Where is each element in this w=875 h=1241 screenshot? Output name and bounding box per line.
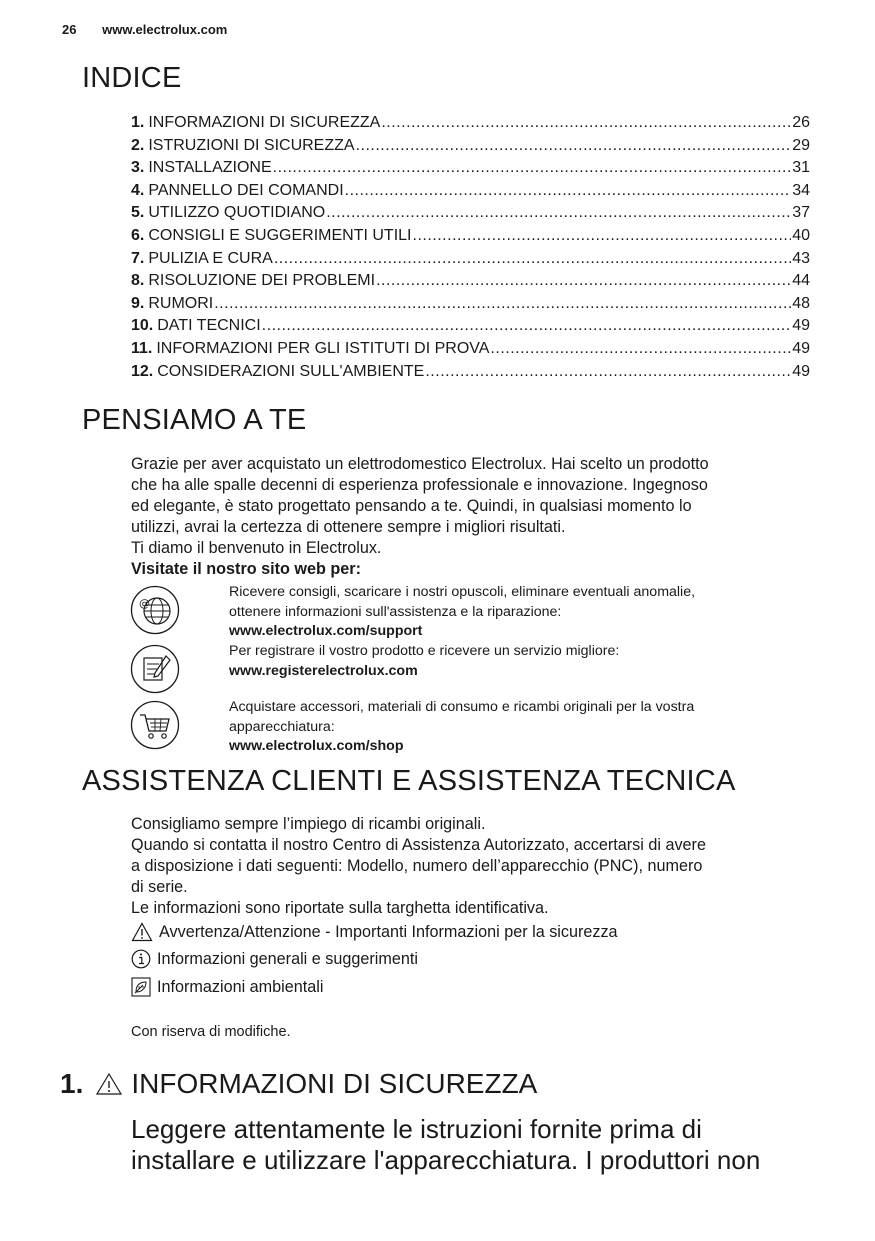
toc-leader-dots	[376, 270, 791, 293]
header-url[interactable]: www.electrolux.com	[102, 22, 228, 37]
welcome-text	[131, 454, 821, 580]
cart-icon	[130, 700, 180, 750]
intro-line: installare e utilizzare l'apparecchiatura. I produttori non	[131, 1145, 761, 1175]
toc-leader-dots	[274, 248, 791, 271]
toc-label: CONSIDERAZIONI SULL'AMBIENTE	[157, 362, 425, 380]
toc-page-number: 29	[792, 136, 810, 154]
web-text-shop	[229, 698, 819, 757]
toc-page-number: 49	[792, 362, 810, 380]
toc-number: 1.	[131, 114, 145, 131]
warning-icon	[131, 922, 153, 942]
legend-label: Informazioni ambientali	[157, 977, 324, 996]
section-title: INFORMAZIONI DI SICUREZZA	[131, 1068, 538, 1099]
toc-page-number: 44	[792, 272, 810, 290]
legend-environment	[131, 977, 323, 997]
welcome-line: Grazie per aver acquistato un elettrodomestico Electrolux. Hai scelto un prodotto	[131, 455, 709, 473]
toc-entry[interactable]	[131, 293, 810, 316]
toc-label: INFORMAZIONI DI SICUREZZA	[148, 114, 381, 131]
toc-page-number: 31	[792, 159, 810, 177]
toc-label: UTILIZZO QUOTIDIANO	[148, 204, 326, 222]
toc-label: RISOLUZIONE DEI PROBLEMI	[148, 272, 376, 290]
toc-label: INFORMAZIONI PER GLI ISTITUTI DI PROVA	[156, 339, 490, 357]
toc-leader-dots	[262, 315, 792, 338]
toc-leader-dots	[326, 202, 791, 225]
register-link[interactable]: www.registerelectrolux.com	[229, 662, 418, 679]
toc-page-number: 49	[792, 339, 810, 357]
section-1-intro	[131, 1114, 831, 1176]
toc-number: 12.	[131, 362, 154, 380]
welcome-title: PENSIAMO A TE	[82, 404, 307, 436]
toc-leader-dots	[214, 293, 791, 316]
section-number: 1.	[60, 1068, 84, 1099]
warning-icon	[95, 1072, 123, 1096]
toc-leader-dots	[345, 180, 792, 203]
toc-page-number: 43	[792, 249, 810, 267]
toc-entry[interactable]	[131, 248, 810, 271]
toc-number: 3.	[131, 159, 145, 177]
toc-entry[interactable]	[131, 157, 810, 180]
toc-label: INSTALLAZIONE	[148, 159, 272, 177]
service-line: Quando si contatta il nostro Centro di Assistenza Autorizzato, accertarsi di avere	[131, 836, 706, 854]
toc-entry[interactable]	[131, 338, 810, 361]
register-icon	[130, 644, 180, 694]
toc-entry[interactable]	[131, 270, 810, 293]
toc-number: 10.	[131, 317, 154, 335]
web-description: apparecchiatura:	[229, 718, 335, 735]
info-icon	[131, 949, 151, 969]
toc-number: 9.	[131, 294, 145, 312]
toc-label: PULIZIA E CURA	[148, 249, 273, 267]
table-of-contents	[131, 112, 810, 383]
toc-number: 2.	[131, 136, 145, 154]
toc-page-number: 48	[792, 294, 810, 312]
web-description: Acquistare accessori, materiali di consumo e ricambi originali per la vostra	[229, 699, 695, 715]
web-text-register	[229, 642, 819, 681]
intro-line: Leggere attentamente le istruzioni fornite prima di	[131, 1114, 702, 1144]
toc-label: RUMORI	[148, 294, 214, 312]
web-description: Ricevere consigli, scaricare i nostri opuscoli, eliminare eventuali anomalie,	[229, 584, 696, 600]
toc-number: 4.	[131, 181, 145, 199]
service-line: Le informazioni sono riportate sulla targhetta identificativa.	[131, 899, 549, 917]
legend-label: Informazioni generali e suggerimenti	[157, 949, 418, 968]
web-description: ottenere informazioni sull'assistenza e la riparazione:	[229, 603, 562, 620]
visit-label: Visitate il nostro sito web per:	[131, 560, 361, 578]
toc-page-number: 26	[792, 114, 810, 131]
toc-leader-dots	[413, 225, 792, 248]
changes-note: Con riserva di modifiche.	[131, 1024, 291, 1040]
toc-label: DATI TECNICI	[157, 317, 261, 335]
legend-info	[131, 949, 418, 969]
toc-number: 5.	[131, 204, 145, 222]
toc-label: PANNELLO DEI COMANDI	[148, 181, 344, 199]
toc-entry[interactable]	[131, 361, 810, 384]
toc-page-number: 49	[792, 317, 810, 335]
page-number: 26	[62, 22, 77, 37]
support-link[interactable]: www.electrolux.com/support	[229, 623, 423, 639]
toc-number: 11.	[131, 339, 153, 357]
toc-number: 8.	[131, 272, 145, 290]
toc-entry[interactable]	[131, 202, 810, 225]
toc-entry[interactable]	[131, 315, 810, 338]
toc-number: 6.	[131, 226, 145, 244]
toc-title: INDICE	[82, 62, 182, 94]
toc-leader-dots	[425, 361, 791, 384]
toc-entry[interactable]	[131, 135, 810, 158]
legend-label: Avvertenza/Attenzione - Importanti Informazioni per la sicurezza	[159, 922, 618, 941]
web-text-support	[229, 583, 819, 642]
toc-entry[interactable]	[131, 112, 810, 135]
page-header	[62, 22, 227, 37]
toc-leader-dots	[273, 157, 792, 180]
web-description: Per registrare il vostro prodotto e ricevere un servizio migliore:	[229, 643, 620, 659]
legend-warning	[131, 922, 618, 942]
toc-page-number: 37	[792, 204, 810, 222]
toc-page-number: 40	[792, 226, 810, 244]
toc-leader-dots	[490, 338, 791, 361]
service-line: di serie.	[131, 878, 188, 896]
welcome-line: utilizzi, avrai la certezza di ottenere sempre i migliori risultati.	[131, 518, 566, 536]
globe-icon	[130, 585, 180, 635]
toc-leader-dots	[356, 135, 792, 158]
toc-label: CONSIGLI E SUGGERIMENTI UTILI	[148, 226, 412, 244]
service-title: ASSISTENZA CLIENTI E ASSISTENZA TECNICA	[82, 765, 736, 797]
welcome-line: Ti diamo il benvenuto in Electrolux.	[131, 539, 382, 557]
toc-page-number: 34	[792, 181, 810, 199]
welcome-line: che ha alle spalle decenni di esperienza professionale e innovazione. Ingegnoso	[131, 476, 708, 494]
service-line: a disposizione i dati seguenti: Modello, numero dell’apparecchio (PNC), numero	[131, 857, 703, 875]
leaf-icon	[131, 977, 151, 997]
section-1-heading	[60, 1068, 537, 1100]
toc-number: 7.	[131, 249, 145, 267]
service-text	[131, 814, 821, 919]
toc-leader-dots	[381, 112, 791, 135]
toc-entry[interactable]	[131, 180, 810, 203]
toc-label: ISTRUZIONI DI SICUREZZA	[148, 136, 355, 154]
welcome-line: ed elegante, è stato progettato pensando a te. Quindi, in qualsiasi momento lo	[131, 497, 692, 515]
shop-link[interactable]: www.electrolux.com/shop	[229, 738, 404, 754]
svg-text:@: @	[139, 597, 150, 610]
toc-entry[interactable]	[131, 225, 810, 248]
service-line: Consigliamo sempre l’impiego di ricambi originali.	[131, 815, 486, 833]
